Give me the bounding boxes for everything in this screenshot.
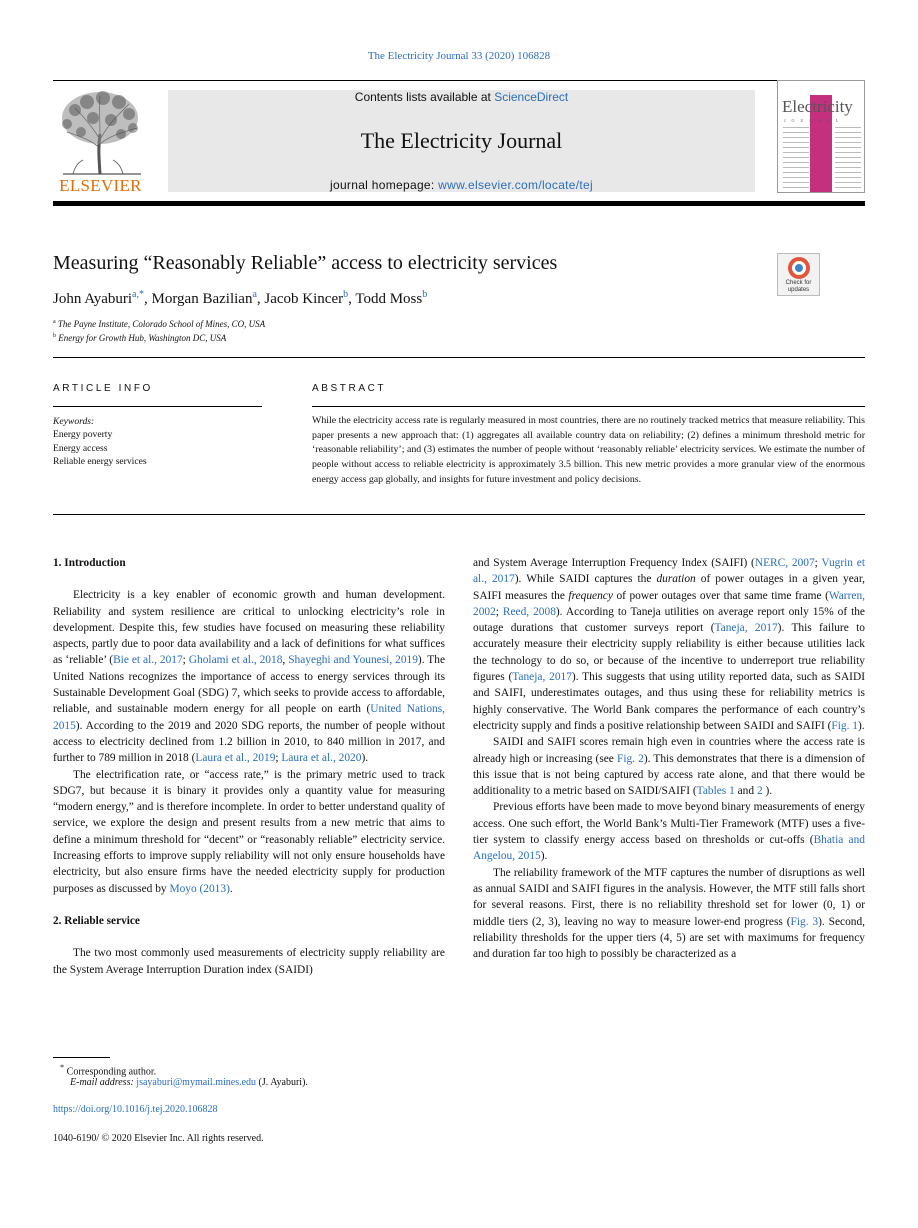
abstract-bottom-rule [53, 514, 865, 515]
figure-link[interactable]: Fig. 3 [790, 915, 819, 928]
text-run: The electrification rate, or “access rate,” is the primary metric used to track SDG7, but because it is binary it provides only a quantity value for measuring “modern energy,” and is therefore incomplete. In order to better understand quality of service, we explore the design and present results from a new metric that aims to define a minimum threshold for “decent” or “reasonably reliable” electricity service. Increasing efforts to improve supply reliability will not only ensure households have electricity, but also ensure firms have the needed electricity supply for production purposes as discussed by [53, 768, 445, 895]
text-run: SAIDI and SAIFI scores remain high even in countries where the access rate is already high or increasing (see [473, 736, 865, 765]
author-affiliation-mark[interactable]: a,* [132, 289, 144, 300]
emphasis-text: duration [656, 573, 696, 586]
text-run: . [229, 882, 233, 895]
article-info-heading: ARTICLE INFO [53, 383, 153, 394]
homepage-prefix: journal homepage: [330, 178, 439, 192]
emphasis-text: frequency [568, 589, 613, 602]
affiliation-a [53, 319, 265, 329]
elsevier-wordmark: ELSEVIER [59, 176, 142, 195]
section-divider [53, 357, 865, 358]
affiliation-mark: a [53, 319, 56, 325]
author-separator: , [144, 291, 152, 307]
masthead-bottom-rule [53, 201, 865, 206]
footnote-text: Corresponding author. [66, 1066, 157, 1078]
text-run: ). According to Taneja utilities on average report only 15% of the outage durations that customer surveys report ( [473, 605, 865, 635]
section-heading-reliable-service: 2. Reliable service [53, 914, 140, 927]
cover-text-lines-left [783, 127, 809, 192]
text-run: ; [182, 654, 189, 667]
cover-text-lines-right [835, 127, 861, 192]
email-label: E-mail address: [70, 1077, 137, 1088]
masthead-box [168, 90, 755, 192]
text-run: ). This suggests that using utility reported data, such as SAIDI and SAIFI, underestimates outages, and thus using these for reliability metrics is highly conservative. The World Bank compares the performance of each country’s electricity supply and finds a positive relationship between SAIDI and SAIFI ( [473, 671, 865, 732]
keyword-item: Reliable energy services [53, 455, 147, 467]
journal-reference[interactable]: The Electricity Journal 33 (2020) 106828 [367, 50, 551, 62]
author-name[interactable]: Todd Moss [355, 291, 423, 307]
text-run: , [282, 654, 289, 667]
badge-text-1: Check for [785, 280, 812, 286]
footnote-mark: * [60, 1063, 65, 1072]
paragraph: The two most commonly used measurements of electricity supply reliability are the System Average Interruption Duration index (SAIDI) [53, 947, 445, 976]
citation-link[interactable]: Reed, 2008 [502, 605, 556, 618]
author-affiliation-mark[interactable]: b [422, 289, 428, 300]
author-affiliation-mark[interactable]: b [343, 289, 349, 300]
cover-subtitle: JOURNAL [784, 118, 845, 123]
homepage-link[interactable]: www.elsevier.com/locate/tej [438, 178, 593, 192]
citation-link[interactable]: United Nations, 2015 [53, 703, 445, 732]
section-heading-introduction: 1. Introduction [53, 557, 126, 569]
elsevier-tree-icon [53, 88, 148, 176]
email-suffix: (J. Ayaburi). [256, 1077, 308, 1088]
keyword-item: Energy poverty [53, 429, 113, 441]
citation-link[interactable]: Taneja, 2017 [714, 622, 778, 635]
footnote-email [70, 1077, 308, 1088]
table-link[interactable]: 2 [756, 785, 763, 798]
text-run: ). [540, 850, 548, 863]
paragraph [473, 555, 865, 734]
abstract-text: While the electricity access rate is regularly measured in most countries, there are no routinely tracked metrics that measure reliability. This paper presents a new approach that: (1) aggregates all available country data on reliability; (2) defines a minimum threshold metric for ‘reasonable reliability’; and (3) estimates the number of people without ‘reasonably reliable’ electricity services. We estimate the number of people without access to reliable electricity is approximately 3.5 billion. This new metric provides a more granular view of the enormous energy access gap globally, and insights for future investment and policy decisions. [312, 415, 865, 485]
text-run: ). While SAIDI captures the [514, 573, 657, 586]
doi-link[interactable]: https://doi.org/10.1016/j.tej.2020.106828 [53, 1104, 218, 1115]
elsevier-logo[interactable] [53, 88, 148, 196]
text-run: Electricity is a key enabler of economic growth and human development. Reliability and system resilience are critical to unlocking electricity’s role in development. Despite this, few studies have focused on measuring these reliability aspects, partly due to poor data availability and a lack of definitions for what suffices as ‘reliable’ ( [53, 589, 445, 667]
email-link[interactable]: jsayaburi@mymail.mines.edu [136, 1077, 257, 1088]
author-name[interactable]: John Ayaburi [53, 291, 133, 307]
abstract-rule [312, 406, 865, 407]
author-list [53, 289, 427, 308]
affiliation-text: The Payne Institute, Colorado School of Mines, CO, USA [57, 319, 266, 329]
author-name[interactable]: Morgan Bazilian [151, 291, 253, 307]
citation-link[interactable]: Moyo (2013) [169, 882, 230, 895]
text-run: The reliability framework of the MTF captures the number of disruptions as well as annual SAIDI and SAIFI figures in the analysis. However, the MTF still falls short for several reasons. First, there is no reliability threshold set for lower (0, 1) or middle tiers (2, 3), leaving no way to measure lower-end progress ( [473, 866, 865, 928]
citation-link[interactable]: Bie et al., 2017 [113, 654, 183, 667]
check-for-updates-badge[interactable] [777, 253, 820, 296]
paragraph [473, 799, 865, 864]
text-run: ; [495, 605, 503, 618]
text-run: ). [762, 785, 773, 798]
citation-link[interactable]: Gholami et al., 2018 [188, 654, 283, 667]
text-run: ; [275, 752, 282, 765]
text-run: and System Average Interruption Frequency Index (SAIFI) ( [473, 557, 755, 569]
text-run: ; [814, 557, 822, 569]
text-run: of power outages over that same time frame ( [612, 589, 829, 602]
journal-title: The Electricity Journal [360, 128, 563, 153]
citation-link[interactable]: Shayeghi and Younesi, 2019 [288, 654, 418, 667]
keywords-label: Keywords: [53, 416, 95, 427]
keywords-block [53, 415, 147, 468]
citation-link[interactable]: Laura et al., 2020 [281, 752, 362, 765]
author-name[interactable]: Jacob Kincer [264, 291, 344, 307]
paragraph [473, 865, 865, 963]
contents-line [168, 90, 755, 104]
journal-cover-thumbnail[interactable] [777, 80, 865, 193]
affiliation-mark: b [53, 333, 56, 339]
abstract-heading: ABSTRACT [312, 383, 387, 394]
masthead-top-rule [53, 80, 865, 81]
text-run: of power outages in a given year, SAIFI measures the [473, 573, 866, 602]
text-run: ). The United Nations recognizes the importance of access to energy services through its Sustainable Development Goal (SDG) 7, which seeks to provide access to affordable, reliable, and sustainable modern energy for all people on earth ( [53, 654, 446, 716]
citation-link[interactable]: Warren, 2002 [473, 589, 865, 618]
text-run: ). [858, 719, 865, 732]
article-title: Measuring “Reasonably Reliable” access to electricity services [53, 252, 558, 274]
journal-homepage [168, 178, 755, 192]
table-link[interactable]: Tables 1 [696, 785, 735, 798]
copyright-line: 1040-6190/ © 2020 Elsevier Inc. All rights reserved. [53, 1133, 264, 1144]
text-run: ). This demonstrates that there is a dimension of this issue that is not being captured by access rate alone, and that there would be additionality to a metric based on SAIDI/SAIFI ( [473, 752, 866, 798]
text-run: Previous efforts have been made to move beyond binary measurements of energy access. One such effort, the World Bank’s Multi-Tier Framework (MTF) uses a five-tier system to classify energy access based on thresholds or cut-offs ( [473, 801, 865, 847]
footnote-corresponding [60, 1063, 156, 1077]
text-run: and [734, 785, 757, 798]
footnote-rule [53, 1057, 110, 1058]
sciencedirect-link[interactable]: ScienceDirect [494, 90, 569, 104]
citation-link[interactable]: Taneja, 2017 [512, 671, 572, 684]
cover-title: Electricity [782, 97, 853, 116]
paragraph [53, 587, 445, 766]
citation-link[interactable]: Laura et al., 2019 [195, 752, 276, 765]
citation-link[interactable]: Bhatia and Angelou, 2015 [473, 834, 865, 863]
text-run: ). Second, reliability thresholds for the upper tiers (4, 5) are set with maximums for frequency and duration far too high to possibly be characterized as a [473, 915, 865, 961]
text-run: ). This failure to accurately measure their electricity supply reliability is either because utilities lack the technology to do so, or because of the incentive to underreport true reliability figures ( [473, 622, 865, 684]
figure-link[interactable]: Fig. 1 [831, 719, 859, 732]
citation-link[interactable]: NERC, 2007 [754, 557, 815, 569]
figure-link[interactable]: Fig. 2 [616, 752, 644, 765]
affiliation-text: Energy for Growth Hub, Washington DC, USA [58, 333, 227, 343]
check-updates-icon [788, 257, 810, 279]
badge-text-2: updates [787, 287, 810, 293]
text-run: ). According to the 2019 and 2020 SDG reports, the number of people without access to electricity declined from 1.2 billion in 2010, to 840 million in 2017, and further to 789 million in 2018 ( [53, 719, 445, 765]
contents-prefix: Contents lists available at [354, 90, 495, 104]
author-separator: , [348, 291, 356, 307]
body-left-column [53, 555, 445, 978]
body-right-column [473, 555, 865, 962]
paragraph [53, 767, 445, 897]
text-run: ). [361, 752, 369, 765]
article-info-rule [53, 406, 262, 407]
citation-link[interactable]: Vugrin et al., 2017 [473, 557, 865, 586]
author-separator: , [256, 291, 265, 307]
author-affiliation-mark[interactable]: a [252, 289, 257, 300]
paragraph [473, 734, 865, 799]
affiliation-b [53, 333, 226, 343]
keyword-item: Energy access [53, 442, 108, 454]
